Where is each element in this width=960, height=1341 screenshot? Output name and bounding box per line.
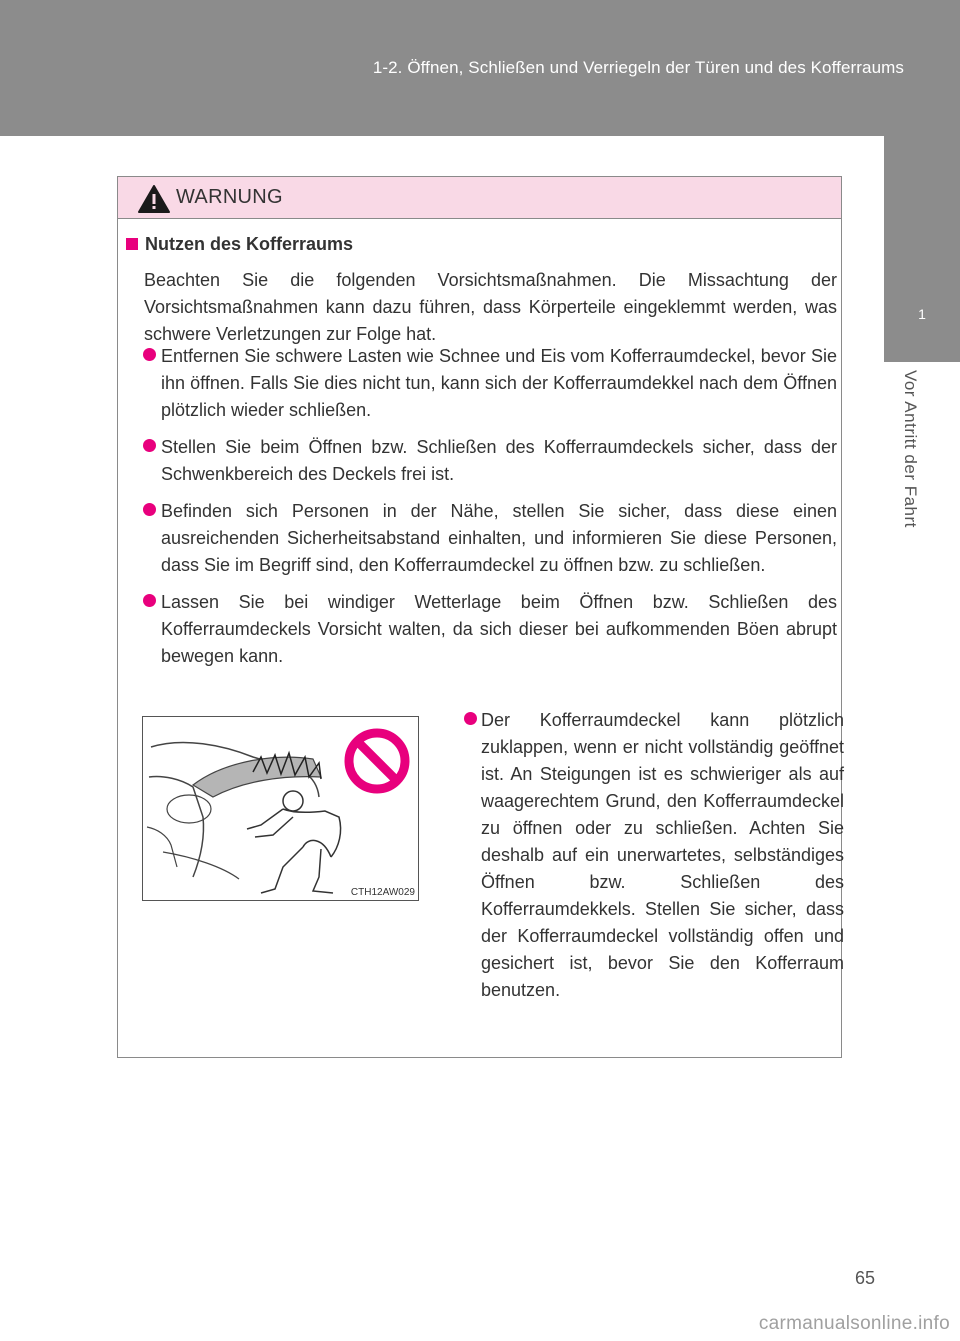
page-number: 65	[855, 1268, 876, 1288]
bullet-list	[144, 343, 837, 680]
bullet-text: Befinden sich Personen in der Nähe, stellen Sie sicher, dass diese einen ausreichenden Sicherheitsabstand einhalten, und informieren Sie diese Personen, dass Sie im Begriff sind, den Kofferraumdeckel zu öffnen bzw. zu schließen.	[161, 501, 837, 575]
list-item	[144, 589, 837, 670]
bullet-text: Der Kofferraumdeckel kann plötzlich zuklappen, wenn er nicht vollständig geöffnet ist. An Steigungen ist es schwieriger als auf waagerechtem Grund, den Kofferraumdeckel zu öffnen oder zu schließen. Achten Sie deshalb auf ein unerwartetes, selbständiges Öffnen bzw. Schließen des Kofferraumdekkels. Stellen Sie sicher, dass der Kofferraumdeckel vollständig offen und gesichert ist, bevor Sie den Kofferraum benutzen.	[481, 710, 844, 1000]
list-item	[144, 434, 837, 488]
list-item	[144, 343, 837, 424]
header-band	[0, 0, 960, 136]
intro-paragraph: Beachten Sie die folgenden Vorsichtsmaßnahmen. Die Missachtung der Vorsichtsmaßnahmen kann dazu führen, dass Körperteile eingeklemmt werden, was schwere Verletzungen zur Folge hat.	[144, 270, 837, 344]
warning-triangle-icon	[137, 184, 171, 214]
chapter-number: 1	[918, 306, 926, 322]
bullet-text: Stellen Sie beim Öffnen bzw. Schließen des Kofferraumdeckels sicher, dass der Schwenkbereich des Deckels frei ist.	[161, 437, 837, 484]
person-trunk-lid-drawing	[143, 717, 419, 901]
bullet-text: Entfernen Sie schwere Lasten wie Schnee und Eis vom Kofferraumdeckel, bevor Sie ihn öffnen. Falls Sie dies nicht tun, kann sich der Kofferraumdekkel nach dem Öffnen plötzlich wieder schließen.	[161, 346, 837, 420]
chapter-tab	[884, 136, 960, 362]
square-bullet-icon	[126, 238, 138, 250]
list-item	[144, 498, 837, 579]
illustration-code: CTH12AW029	[350, 887, 415, 898]
warning-box	[117, 176, 842, 1058]
bullet-dot-icon	[143, 348, 156, 361]
chapter-title: 1-2. Öffnen, Schließen und Verriegeln der Türen und des Kofferraums	[372, 58, 904, 77]
bullet-dot-icon	[143, 503, 156, 516]
chapter-side-label: Vor Antritt der Fahrt	[901, 370, 920, 528]
bullet-dot-icon	[464, 712, 477, 725]
list-item	[464, 707, 844, 1004]
bullet-text: Lassen Sie bei windiger Wetterlage beim Öffnen bzw. Schließen des Kofferraumdeckels Vorsicht walten, da sich dieser bei aufkommenden Böen abrupt bewegen kann.	[161, 592, 837, 666]
trunk-lid-illustration	[142, 716, 419, 901]
section-title	[126, 234, 353, 255]
bullet-dot-icon	[143, 439, 156, 452]
watermark: carmanualsonline.info	[758, 1313, 950, 1334]
warning-header	[118, 177, 841, 219]
bullet-dot-icon	[143, 594, 156, 607]
warning-title: WARNUNG	[176, 186, 283, 208]
section-title-text: Nutzen des Kofferraums	[145, 234, 354, 254]
